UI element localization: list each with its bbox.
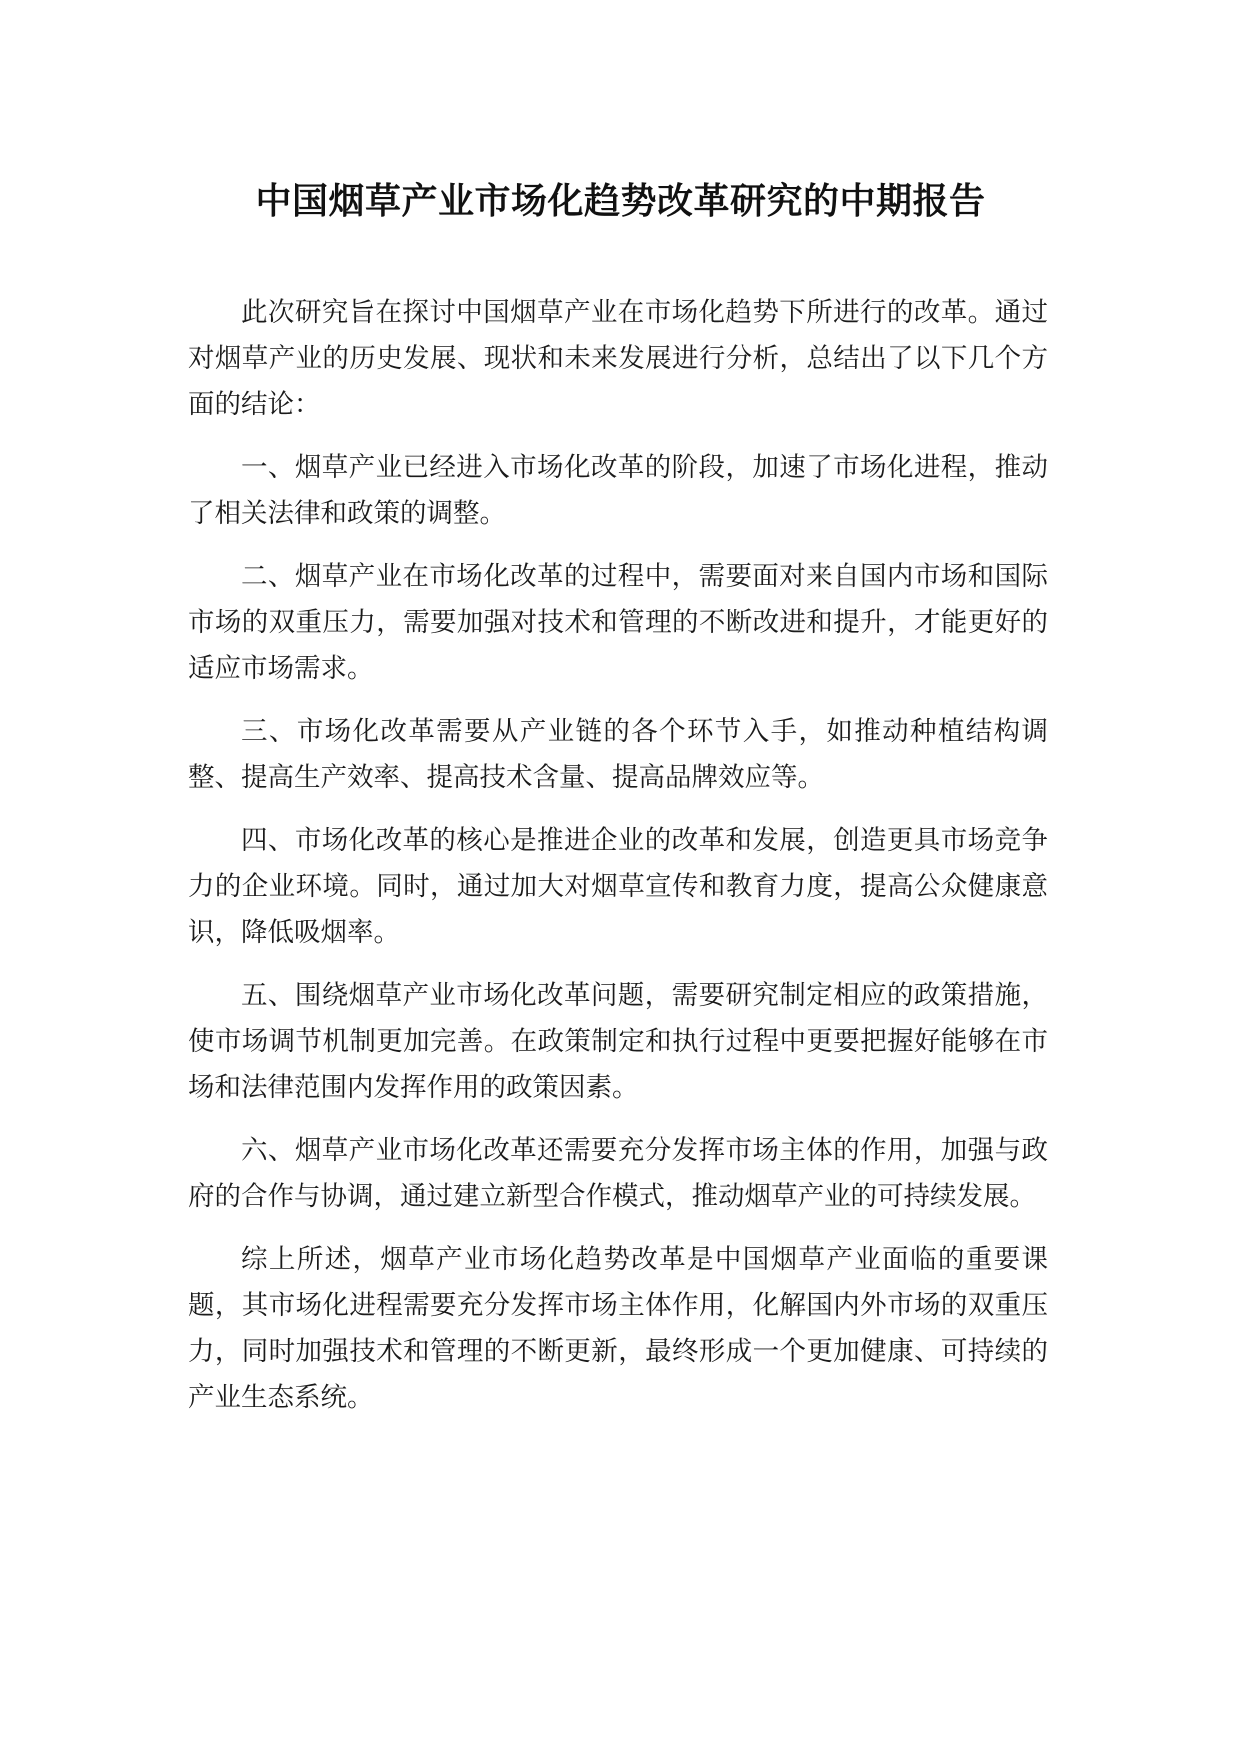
paragraph-conclusion: 综上所述，烟草产业市场化趋势改革是中国烟草产业面临的重要课题，其市场化进程需要充分发挥市场主体作用，化解国内外市场的双重压力，同时加强技术和管理的不断更新，最终形成一个更加健康、可持续的产业生态系统。 (188, 1244, 1048, 1413)
paragraph-point-5: 五、围绕烟草产业市场化改革问题，需要研究制定相应的政策措施，使市场调节机制更加完善。在政策制定和执行过程中更要把握好能够在市场和法律范围内发挥作用的政策因素。 (188, 980, 1048, 1103)
document-title: 中国烟草产业市场化趋势改革研究的中期报告 (255, 181, 986, 222)
document-body (188, 290, 1048, 1438)
paragraph-point-2: 二、烟草产业在市场化改革的过程中，需要面对来自国内市场和国际市场的双重压力，需要加强对技术和管理的不断改进和提升，才能更好的适应市场需求。 (188, 561, 1048, 684)
paragraph-point-1: 一、烟草产业已经进入市场化改革的阶段，加速了市场化进程，推动了相关法律和政策的调整。 (188, 452, 1048, 529)
paragraph-point-6: 六、烟草产业市场化改革还需要充分发挥市场主体的作用，加强与政府的合作与协调，通过建立新型合作模式，推动烟草产业的可持续发展。 (188, 1135, 1048, 1212)
paragraph-intro: 此次研究旨在探讨中国烟草产业在市场化趋势下所进行的改革。通过对烟草产业的历史发展、现状和未来发展进行分析，总结出了以下几个方面的结论： (188, 297, 1048, 420)
paragraph-point-4: 四、市场化改革的核心是推进企业的改革和发展，创造更具市场竞争力的企业环境。同时，通过加大对烟草宣传和教育力度，提高公众健康意识，降低吸烟率。 (188, 825, 1048, 948)
paragraph-point-3: 三、市场化改革需要从产业链的各个环节入手，如推动种植结构调整、提高生产效率、提高技术含量、提高品牌效应等。 (188, 716, 1048, 793)
